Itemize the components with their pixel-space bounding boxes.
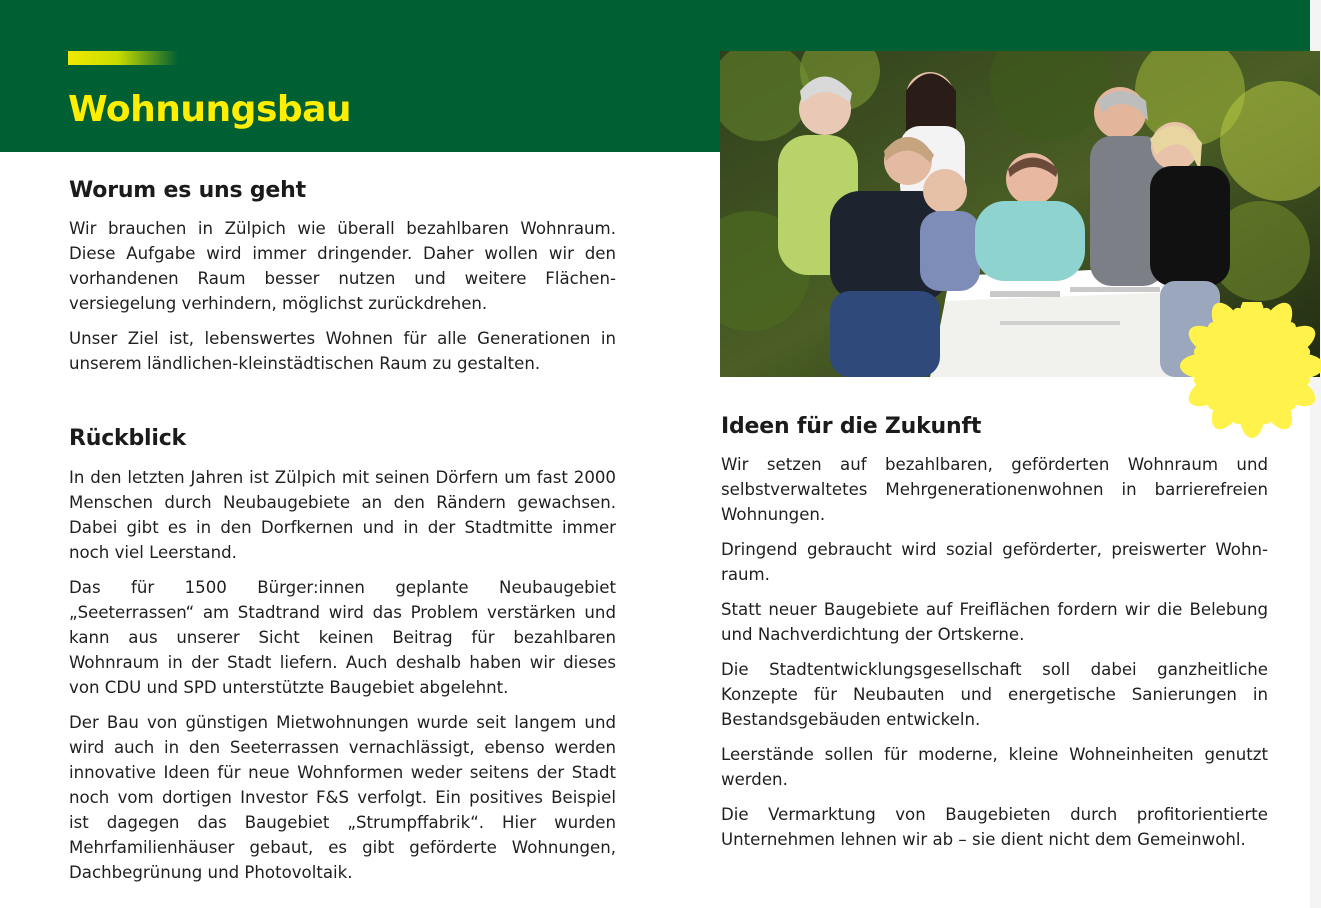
paragraph: Unser Ziel ist, lebenswertes Wohnen für alle Generationen in unserem ländlichen-kleinstädtischen Raum zu gestalten. [69, 329, 616, 374]
left-column [69, 178, 616, 895]
section-heading-ideen: Ideen für die Zukunft [721, 414, 982, 439]
accent-bar [68, 51, 178, 65]
paragraph: Der Bau von günstigen Mietwohnungen wurde seit langem und wird auch in den Seeterrassen vernachlässigt, ebenso werden innovative Ideen für neue Wohnformen weder seitens der Stadt noch vom dortigen Investor F&S verfolgt. Ein positives Beispiel ist dagegen das Baugebiet „Strumpffabrik“. Hier wurden Mehrfamilienhäuser gebaut, es gibt geförderte Wohnungen, Dachbegrünung und Photovoltaik. [69, 712, 616, 882]
paragraph: Die Vermarktung von Baugebieten durch profitorientierte Unternehmen lehnen wir ab – sie dient nicht dem Gemeinwohl. [721, 805, 1268, 850]
paragraph: In den letzten Jahren ist Zülpich mit seinen Dörfern um fast 2000 Menschen durch Neubaugebiete an den Rändern gewachsen. Dabei gibt es in den Dorfkernen und in der Stadtmitte immer noch viel Leerstand. [69, 467, 616, 562]
section-heading-rueckblick: Rückblick [69, 426, 186, 452]
section-heading-worum: Worum es uns geht [69, 178, 306, 203]
paragraph: Das für 1500 Bürger:innen geplante Neubaugebiet „Seeterrassen“ am Stadtrand wird das Problem verstärken und kann aus unserer Sicht keinen Beitrag für bezahlbaren Wohnraum in der Stadt liefern. Auch deshalb haben wir dieses von CDU und SPD unterstützte Baugebiet abgelehnt. [69, 577, 616, 697]
paragraph: Leerstände sollen für moderne, kleine Wohneinheiten genutzt werden. [721, 745, 1268, 790]
page-title: Wohnungsbau [68, 89, 352, 130]
paragraph: Wir setzen auf bezahlbaren, geförderten Wohnraum und selbstverwaltetes Mehrgenerationenwohnen in barrierefreien Wohnungen. [721, 455, 1268, 525]
paragraph: Wir brauchen in Zülpich wie überall bezahlbaren Wohnraum. Diese Aufgabe wird immer dringender. Daher wollen wir den vorhandenen Raum besser nutzen und weitere Flächenversiegelung verhindern, möglichst zurückdrehen. [69, 219, 616, 314]
paragraph: Dringend gebraucht wird sozial geförderter, preiswerter Wohnraum. [721, 540, 1268, 585]
paragraph: Die Stadtentwicklungsgesellschaft soll dabei ganzheitliche Konzepte für Neubauten und energetische Sanierungen in Bestandsgebäuden entwickeln. [721, 660, 1268, 730]
paragraph: Statt neuer Baugebiete auf Freiflächen fordern wir die Belebung und Nachverdichtung der Ortskerne. [721, 600, 1268, 645]
right-column [721, 414, 1268, 862]
